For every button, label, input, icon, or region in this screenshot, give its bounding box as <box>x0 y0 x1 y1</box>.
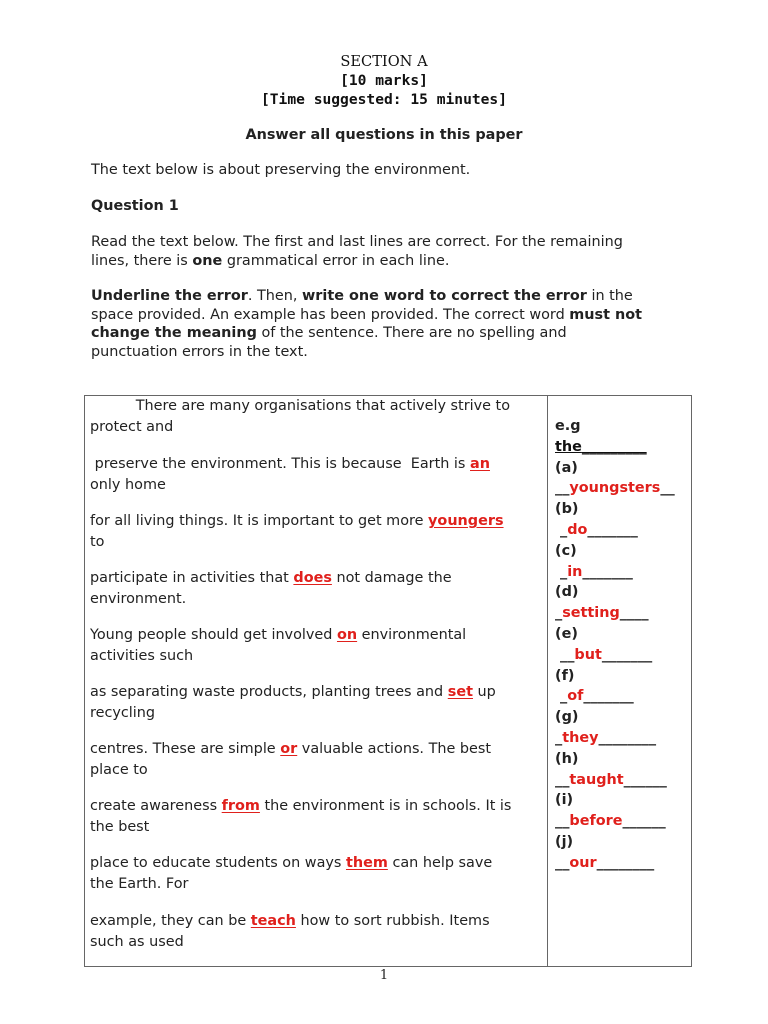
answer-word: taught <box>569 771 624 788</box>
passage-line-3 <box>90 511 535 552</box>
passage-9-after: how to sort rubbish. Items <box>295 913 490 929</box>
passage-5-l2: recycling <box>90 704 156 721</box>
passage-5-after: up <box>472 684 496 700</box>
passage-6-after: valuable actions. The best <box>297 741 492 757</box>
passage-9-before: example, they can be <box>90 913 251 929</box>
answer-underscore: ________ <box>596 854 655 871</box>
answer-underscore: _______ <box>583 688 634 705</box>
answer-underscore: ____ <box>619 605 649 622</box>
answer-underscore: __ <box>555 646 575 663</box>
answer-label: (j) <box>555 833 574 850</box>
passage-3-l2: environment. <box>90 590 187 607</box>
passage-5-before: as separating waste products, planting trees and <box>90 684 448 700</box>
answer-underscore: _ <box>555 521 568 538</box>
instr2-write: write one word to correct the error <box>302 288 587 304</box>
passage-4-after: environmental <box>357 627 467 643</box>
answer-underscore: __ <box>555 480 570 497</box>
error-word: or <box>280 741 298 757</box>
answer-label: (b) <box>555 501 579 518</box>
passage-0-l1: There are many organisations that actively strive to <box>90 398 510 414</box>
passage-7-before: create awareness <box>90 798 222 814</box>
example-answer <box>555 437 685 458</box>
table-divider <box>547 395 548 967</box>
answer-label: (a) <box>555 459 578 476</box>
passage-line-9 <box>90 853 535 894</box>
answer-blank <box>555 770 685 791</box>
instr2-must-not: must not <box>569 306 643 323</box>
answer-blank <box>555 728 685 749</box>
marks-label: [10 marks] <box>340 72 428 89</box>
passage-1-before: preserve the environment. This is because Earth is <box>90 456 470 472</box>
answer-label: (d) <box>555 584 579 601</box>
instr2-a: . Then, <box>247 288 302 304</box>
page-number: 1 <box>379 968 389 983</box>
answer-underscore: _______ <box>587 521 638 538</box>
instr1-a: Read the text below. The first and last lines are correct. For the remaining <box>91 234 623 250</box>
question-title: Question 1 <box>91 198 179 214</box>
error-word: does <box>293 570 332 586</box>
passage-7-l2: the best <box>90 818 150 835</box>
passage-8-before: place to educate students on ways <box>90 855 346 871</box>
instr2-d: of the sentence. There are no spelling and <box>256 325 567 341</box>
answer-underscore: _ <box>555 688 568 705</box>
answer-blank <box>555 853 685 874</box>
passage-2-l2: to <box>90 533 105 550</box>
answer-word: youngsters <box>569 480 661 497</box>
answer-underscore: __ <box>555 854 570 871</box>
instr2-underline: Underline the error <box>91 288 248 304</box>
answer-word: before <box>569 813 623 830</box>
intro-text: The text below is about preserving the environment. <box>91 162 471 178</box>
answer-blank <box>555 686 685 707</box>
error-word: on <box>336 627 358 643</box>
passage-7-after: the environment is in schools. It is <box>259 798 512 814</box>
passage-line-7 <box>90 739 535 780</box>
answer-label: (i) <box>555 792 574 809</box>
passage-3-before: participate in activities that <box>90 570 294 586</box>
answer-blank <box>555 520 685 541</box>
instructions-paragraph-2 <box>91 287 681 361</box>
passage-4-l2: activities such <box>90 647 194 664</box>
answer-word: setting <box>562 605 620 622</box>
answer-label: (g) <box>555 709 579 726</box>
answer-underscore: __ <box>555 771 570 788</box>
section-header <box>0 52 768 145</box>
passage-1-l2: only home <box>90 476 166 493</box>
answer-word: our <box>569 854 597 871</box>
error-word: teach <box>250 913 296 929</box>
instructions-paragraph-1 <box>91 233 681 270</box>
example-blank: _________ <box>581 438 647 455</box>
instr2-change: change the meaning <box>91 325 257 341</box>
error-word: an <box>470 456 490 472</box>
section-title: SECTION A <box>340 53 428 70</box>
answer-label: (c) <box>555 542 577 559</box>
answer-word: but <box>574 646 602 663</box>
answer-underscore: ________ <box>598 729 657 746</box>
answer-underscore: _ <box>555 563 568 580</box>
answer-label: (f) <box>555 667 575 684</box>
passage-3-after: not damage the <box>331 570 452 586</box>
answer-column <box>555 416 685 874</box>
error-word: youngers <box>428 513 504 529</box>
passage-line-6 <box>90 682 535 723</box>
answer-all-instruction: Answer all questions in this paper <box>245 127 523 143</box>
answer-blank <box>555 603 685 624</box>
answer-word: do <box>567 521 588 538</box>
instr2-e: punctuation errors in the text. <box>91 343 308 360</box>
passage-line-2 <box>90 454 535 495</box>
passage-6-before: centres. These are simple <box>90 741 281 757</box>
answer-underscore: _______ <box>601 646 653 663</box>
instr1-c: grammatical error in each line. <box>222 252 450 269</box>
passage-line-5 <box>90 625 535 666</box>
answer-underscore: ______ <box>622 813 666 830</box>
answer-label: (h) <box>555 750 579 767</box>
answer-label: (e) <box>555 625 578 642</box>
instr1-one: one <box>192 252 223 269</box>
passage-6-l2: place to <box>90 761 148 778</box>
time-label: [Time suggested: 15 minutes] <box>260 91 507 108</box>
error-word: from <box>221 798 260 814</box>
passage-line-4 <box>90 568 535 609</box>
answer-underscore: _ <box>555 605 563 622</box>
answer-word: of <box>567 688 584 705</box>
passage-4-before: Young people should get involved <box>90 627 337 643</box>
passage-0-l2: protect and <box>90 418 174 435</box>
answer-word: they <box>562 729 599 746</box>
passage-line-8 <box>90 796 535 837</box>
answer-underscore: _ <box>555 729 563 746</box>
passage-8-after: can help save <box>387 855 493 871</box>
passage-9-l2: such as used <box>90 933 184 950</box>
error-word: set <box>447 684 473 700</box>
answer-underscore: ______ <box>623 771 667 788</box>
example-label: e.g <box>555 418 581 434</box>
passage-2-before: for all living things. It is important to get more <box>90 513 429 529</box>
answer-underscore: __ <box>555 813 570 830</box>
answer-blank <box>555 562 685 583</box>
passage-line-1 <box>90 396 535 437</box>
error-word: them <box>345 855 388 871</box>
passage-line-10 <box>90 911 535 952</box>
answer-blank <box>555 811 685 832</box>
answer-blank <box>555 478 685 499</box>
answer-underscore: _______ <box>582 563 633 580</box>
instr1-b: lines, there is <box>91 252 193 269</box>
instr2-c: space provided. An example has been provided. The correct word <box>91 306 570 323</box>
answer-blank <box>555 645 685 666</box>
instr2-b: in the <box>586 288 633 304</box>
passage-8-l2: the Earth. For <box>90 875 189 892</box>
answer-word: in <box>567 563 583 580</box>
answer-underscore: __ <box>660 480 675 497</box>
example-word: the <box>555 438 582 455</box>
